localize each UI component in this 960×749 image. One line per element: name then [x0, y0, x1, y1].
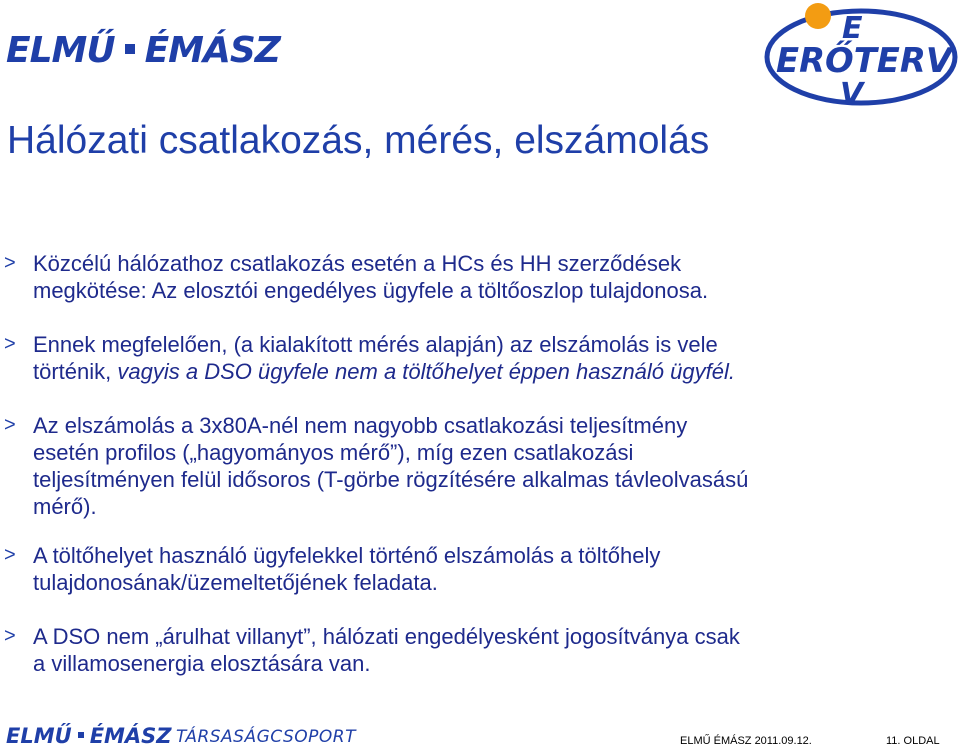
bullet-marker: > — [4, 544, 16, 566]
bullet-text: A töltőhelyet használó ügyfelekkel történő elszámolás a töltőhely tulajdonosának/üzemeltetőjének feladata. — [33, 543, 661, 595]
page-title: Hálózati csatlakozás, mérés, elszámolás — [7, 119, 710, 162]
footer-brand-logo — [6, 724, 172, 748]
bullet-text-italic: vagyis a DSO ügyfele nem a töltőhelyet éppen használó ügyfél. — [117, 359, 735, 384]
brand-emasz: ÉMÁSZ — [144, 30, 280, 71]
brand-logo-top — [6, 30, 280, 71]
footer-page-number: 11. OLDAL — [886, 735, 940, 747]
logo-orange-dot — [805, 3, 831, 29]
bullet-text — [33, 331, 933, 385]
logo-letter-e: E — [842, 11, 863, 46]
bullet-text: A DSO nem „árulhat villanyt”, hálózati engedélyesként jogosítványa csak a villamosenergia elosztására van. — [33, 624, 740, 676]
bullet-marker: > — [4, 625, 16, 647]
footer-brand-elmu: ELMŰ — [6, 724, 72, 748]
bullet-text: Közcélú hálózathoz csatlakozás esetén a HCs és HH szerződések megkötése: Az elosztói engedélyes ügyfele a töltőoszlop tulajdonosa. — [33, 251, 709, 303]
brand-elmu: ELMŰ — [6, 30, 115, 71]
bullet-marker: > — [4, 333, 16, 355]
bullet-text: Az elszámolás a 3x80A-nél nem nagyobb csatlakozási teljesítmény esetén profilos („hagyományos mérő”), míg ezen csatlakozási teljesítményen felül idősoros (T-görbe rögzítésére alkalmas távleolvasású mérő). — [33, 413, 749, 519]
bullet-text-plain: Ennek megfelelően, (a kialakított mérés alapján) az elszámolás is vele történik, — [33, 332, 718, 384]
footer-date: ELMŰ ÉMÁSZ 2011.09.12. — [680, 735, 812, 747]
erterv-logo — [762, 0, 960, 110]
footer-group-name: TÁRSASÁGCSOPORT — [176, 727, 356, 747]
bullet-marker: > — [4, 414, 16, 436]
brand-separator-square — [125, 44, 135, 54]
footer-brand-separator — [78, 732, 84, 738]
logo-word-erterv: ERŐTERV — [776, 41, 954, 81]
bullet-marker: > — [4, 252, 16, 274]
footer-brand-emasz: ÉMÁSZ — [89, 724, 172, 748]
logo-letter-v: V — [840, 77, 864, 110]
